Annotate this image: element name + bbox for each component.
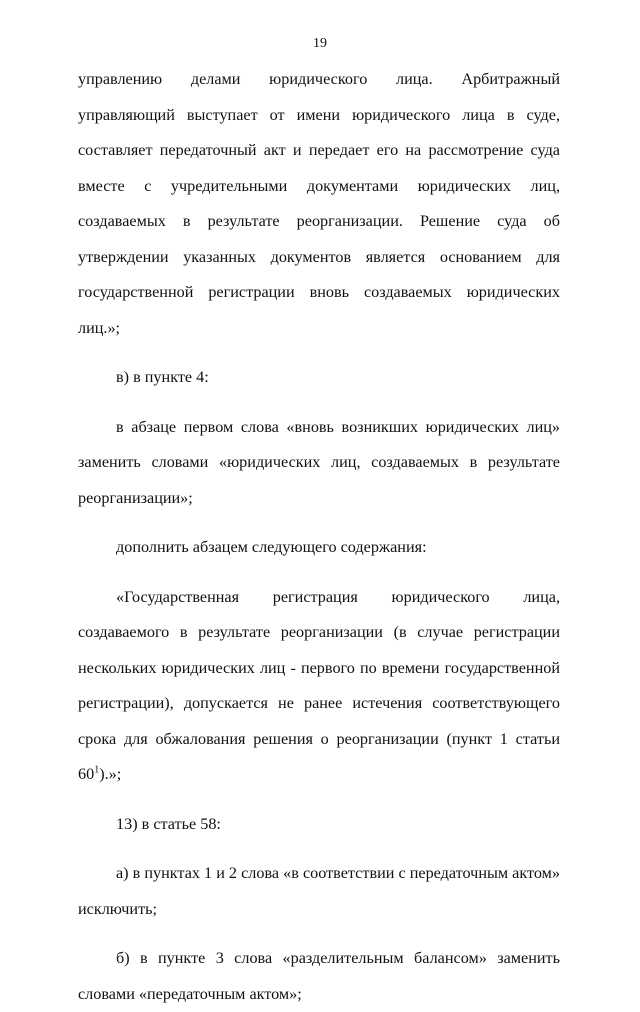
paragraph-item-b: б) в пункте 3 слова «разделительным балансом» заменить словами «передаточным актом»; (78, 949, 560, 1003)
paragraph-item-a: а) в пунктах 1 и 2 слова «в соответствии с передаточным актом» исключить; (78, 864, 560, 918)
superscript: 1 (94, 764, 100, 776)
paragraph-quote (78, 580, 560, 793)
paragraph-continuation: управлению делами юридического лица. Арбитражный управляющий выступает от имени юридического лица в суде, составляет передаточный акт и передает его на рассмотрение суда вместе с учредительными документами юридических лиц, создаваемых в результате реорганизации. Решение суда об утверждении указанных документов является основанием для государственной регистрации вновь создаваемых юридических лиц.»; (78, 70, 560, 337)
paragraph-supplement: дополнить абзацем следующего содержания: (116, 538, 427, 556)
quote-ending: ).»; (99, 765, 122, 783)
quote-text: «Государственная регистрация юридического лица, создаваемого в результате реорганизации (в случае регистрации нескольких юридических лиц - первого по времени государственной регистрации), допускается не ранее истечения соответствующего срока для обжалования решения о реорганизации (пункт 1 статьи 60 (78, 587, 560, 783)
page-number: 19 (313, 36, 327, 51)
paragraph-article-58: 13) в статье 58: (116, 814, 221, 833)
document-body (78, 62, 560, 1012)
paragraph-item-v: в) в пункте 4: (116, 368, 209, 386)
paragraph-first-abzats: в абзаце первом слова «вновь возникших юридических лиц» заменить словами «юридических лиц, создаваемых в результате реорганизации»; (78, 417, 560, 507)
